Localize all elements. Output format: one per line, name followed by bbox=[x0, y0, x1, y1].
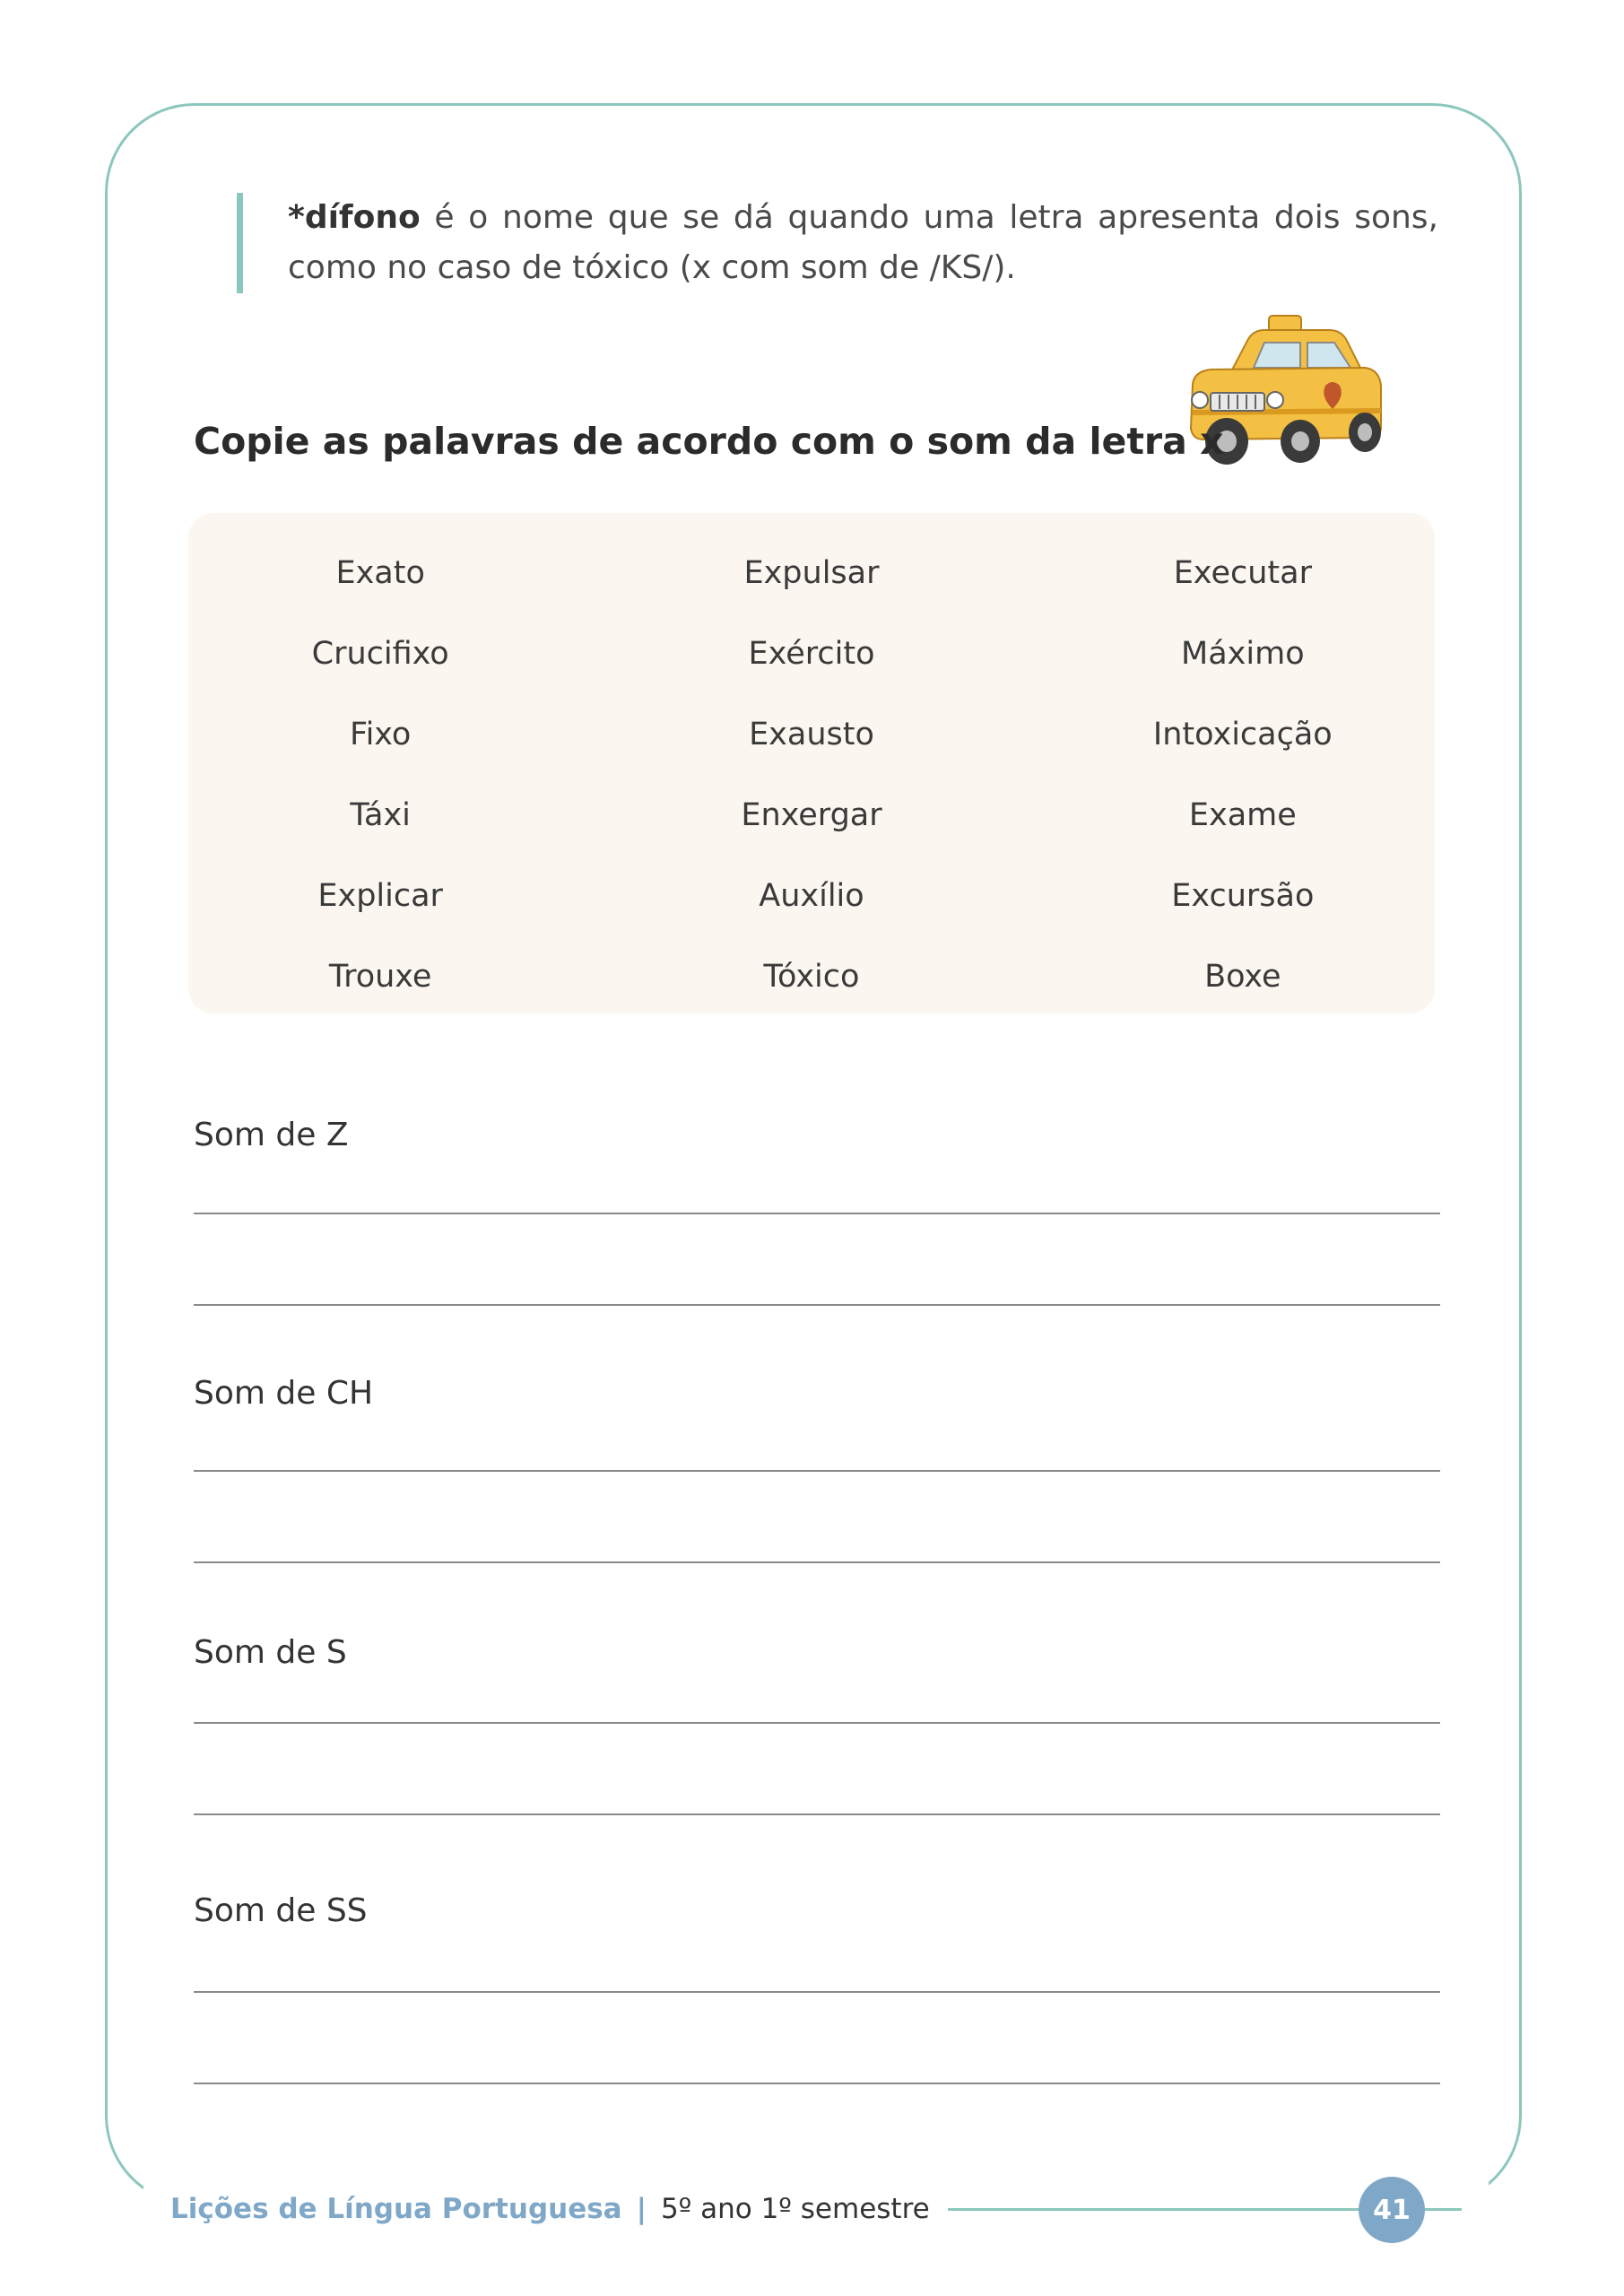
answer-line-z-1[interactable] bbox=[194, 1213, 1440, 1214]
word: Máximo bbox=[1181, 636, 1305, 672]
word: Explicar bbox=[317, 878, 443, 914]
section-label-s: Som de S bbox=[194, 1634, 347, 1671]
word: Excursão bbox=[1171, 878, 1315, 914]
word: Boxe bbox=[1204, 959, 1281, 995]
word-bank bbox=[188, 513, 1435, 1013]
word: Executar bbox=[1173, 555, 1312, 591]
footer-book-title: Lições de Língua Portuguesa bbox=[170, 2193, 622, 2225]
word: Trouxe bbox=[328, 959, 432, 995]
word: Exame bbox=[1188, 797, 1297, 833]
word: Auxílio bbox=[759, 878, 864, 914]
footer-grade: 5º ano 1º semestre bbox=[660, 2193, 930, 2225]
word-grid bbox=[188, 533, 1435, 1017]
word: Táxi bbox=[350, 797, 411, 833]
answer-line-ss-2[interactable] bbox=[194, 2083, 1440, 2084]
word: Exausto bbox=[749, 717, 874, 752]
answer-line-z-2[interactable] bbox=[194, 1304, 1440, 1306]
section-label-ch: Som de CH bbox=[194, 1375, 374, 1412]
page-number-badge: 41 bbox=[1359, 2177, 1425, 2243]
word: Crucifixo bbox=[311, 636, 449, 672]
word: Exército bbox=[748, 636, 875, 672]
exercise-heading: Copie as palavras de acordo com o som da letra x bbox=[194, 420, 1224, 463]
page-footer bbox=[170, 2187, 1462, 2231]
word: Fixo bbox=[349, 717, 412, 752]
footer-separator: | bbox=[636, 2193, 647, 2225]
word: Tóxico bbox=[763, 959, 860, 995]
word: Expulsar bbox=[743, 555, 880, 591]
word: Enxergar bbox=[741, 797, 882, 833]
answer-line-s-1[interactable] bbox=[194, 1722, 1440, 1724]
answer-line-s-2[interactable] bbox=[194, 1813, 1440, 1815]
answer-line-ch-1[interactable] bbox=[194, 1470, 1440, 1472]
answer-line-ss-1[interactable] bbox=[194, 1991, 1440, 1993]
answer-line-ch-2[interactable] bbox=[194, 1561, 1440, 1563]
section-label-z: Som de Z bbox=[194, 1117, 349, 1153]
note-term: *dífono bbox=[288, 199, 421, 236]
note-text: é o nome que se dá quando uma letra apresenta dois sons, como no caso de tóxico (x com som de /KS/). bbox=[288, 199, 1438, 286]
section-label-ss: Som de SS bbox=[194, 1892, 368, 1929]
word: Intoxicação bbox=[1152, 717, 1333, 752]
word: Exato bbox=[335, 555, 425, 591]
